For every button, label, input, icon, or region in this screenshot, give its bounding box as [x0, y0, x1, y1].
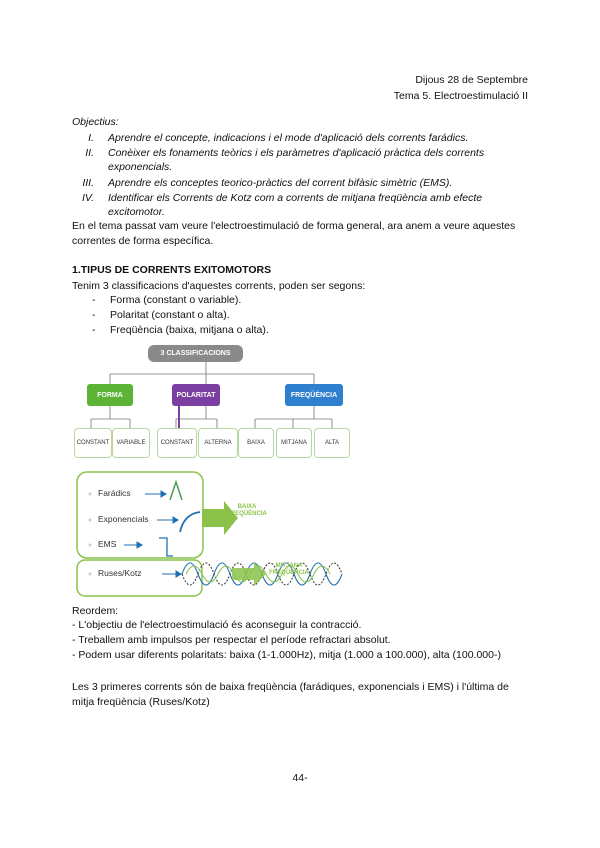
bullet-item: [92, 323, 269, 338]
objective-item: [72, 176, 532, 190]
wave-label-exponencials: Exponencials: [98, 514, 149, 524]
objective-text: Aprendre el concepte, indicacions i el mode d'aplicació dels corrents farádics.: [108, 132, 469, 144]
bullet-dash: -: [92, 294, 96, 306]
reordem-title: Reordem:: [72, 605, 119, 617]
intro-paragraph: En el tema passat vam veure l'electroestimulació de forma general, ara anem a veure aquestes correntes de forma específica.: [72, 220, 516, 247]
bullet-dash: -: [92, 309, 96, 321]
leaf-node: ALTA: [314, 428, 350, 458]
leaf-node: CONSTANT: [74, 428, 112, 458]
objective-item: [72, 131, 532, 145]
objective-number: II.: [85, 147, 94, 159]
wave-label-ruses-kotz: Ruses/Kotz: [98, 568, 142, 578]
objective-number: III.: [82, 177, 94, 189]
objective-text: Conèixer els fonaments teòrics i els paràmetres d'aplicació pràctica dels corrents exponencials.: [108, 147, 485, 173]
leaf-node: VARIABLE: [112, 428, 150, 458]
section-lead: Tenim 3 classificacions d'aquestes corrents, poden ser segons:: [72, 280, 366, 292]
bullet-item: [92, 293, 241, 308]
objectives-title: Objectius:: [72, 116, 119, 128]
bullet-item: [92, 308, 230, 323]
group-node-frequencia: FREQÜÈNCIA: [285, 384, 343, 406]
group-node-forma: FORMA: [87, 384, 133, 406]
reordem-line: - Podem usar diferents polaritats: baixa (1-1.000Hz), mitja (1.000 a 100.000), alta (100.000-): [72, 649, 501, 661]
closing-paragraph: Les 3 primeres corrents són de baixa freqüència (farádiques, exponencials i EMS) i l'última de mitja freqüència (Ruses/Kotz): [72, 681, 509, 708]
header-subject: Tema 5. Electroestimulació II: [393, 90, 528, 102]
reordem-line: - Treballem amb impulsos per respectar el període refractari absolut.: [72, 634, 391, 646]
objective-text: Identificar els Corrents de Kotz com a corrents de mitjana freqüència amb efecte excitomotor.: [108, 192, 483, 218]
section-title: 1.TIPUS DE CORRENTS EXITOMOTORS: [72, 264, 272, 276]
reordem-line: - L'objectiu de l'electroestimulació és aconseguir la contracció.: [72, 619, 362, 631]
page-number: 44-: [292, 772, 308, 784]
objective-item: [72, 191, 532, 219]
leaf-node: MITJANA: [276, 428, 312, 458]
classification-diagram: [72, 344, 352, 464]
objective-text: Aprendre els conceptes teorico-pràctics del corrent bifàsic simètric (EMS).: [108, 177, 453, 189]
objective-number: IV.: [81, 192, 94, 204]
objective-item: [72, 146, 532, 174]
leaf-node: ALTERNA: [198, 428, 238, 458]
bullet-text: Polaritat (constant o alta).: [110, 309, 230, 321]
bullet-text: Freqüència (baixa, mitjana o alta).: [110, 324, 269, 336]
header-date: Dijous 28 de Septembre: [415, 74, 528, 86]
bullet-text: Forma (constant o variable).: [110, 294, 242, 306]
leaf-node: CONSTANT: [157, 428, 197, 458]
group-node-polaritat: POLARITAT: [172, 384, 220, 406]
low-frequency-label: BAIXA FREQÜÈNCIA: [227, 504, 267, 517]
leaf-node: BAIXA: [238, 428, 274, 458]
wave-label-faradics: Farádics: [98, 488, 131, 498]
diagram-root-node: 3 CLASSIFICACIONS: [148, 345, 243, 362]
wave-label-ems: EMS: [98, 539, 117, 549]
bullet-dash: -: [92, 324, 96, 336]
waveform-diagram: [72, 468, 352, 600]
objective-number: I.: [88, 132, 94, 144]
mid-frequency-label: MITJANA FREQÜÈNCIA: [269, 563, 309, 576]
